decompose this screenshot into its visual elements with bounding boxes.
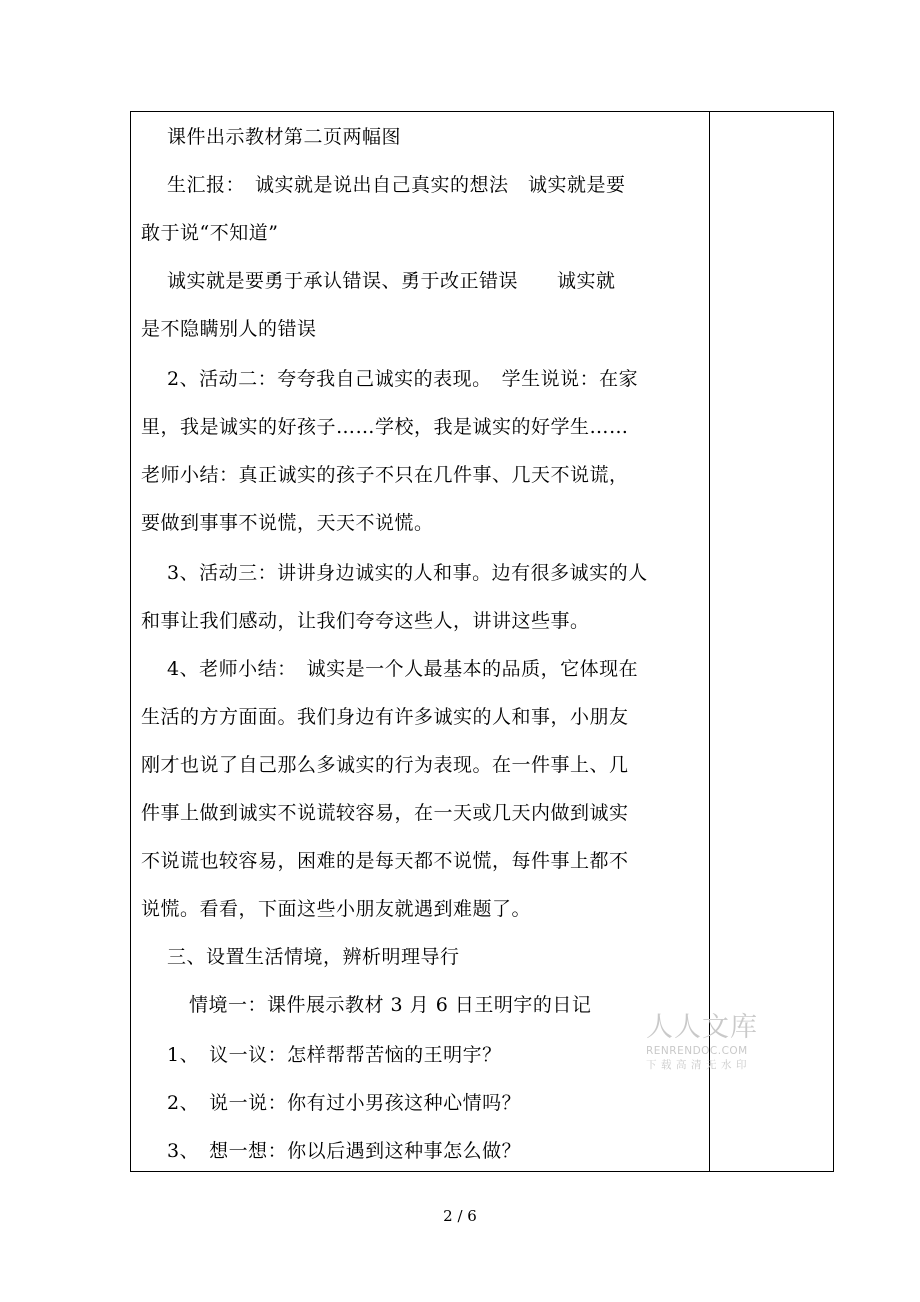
text-line: 生汇报： 诚实就是说出自己真实的想法 诚实就是要 [167, 174, 626, 196]
section-heading: 三、设置生活情境，辨析明理导行 [167, 946, 460, 968]
text-line: 情境一：课件展示教材 3 月 6 日王明宇的日记 [189, 994, 592, 1016]
text-line: 是不隐瞒别人的错误 [141, 318, 317, 340]
text-line: 老师小结：真正诚实的孩子不只在几件事、几天不说谎， [141, 464, 629, 486]
text-line: 课件出示教材第二页两幅图 [167, 126, 402, 148]
watermark [646, 1012, 776, 1072]
text-line: 生活的方方面面。我们身边有许多诚实的人和事，小朋友 [141, 706, 629, 728]
watermark-url: RENRENDOC.COM [646, 1045, 748, 1057]
watermark-logo-text: 人人文库 [646, 1012, 758, 1043]
text-line: 3、活动三：讲讲身边诚实的人和事。边有很多诚实的人 [167, 562, 648, 584]
list-item: 3、 想一想：你以后遇到这种事怎么做？ [167, 1140, 522, 1162]
text-line: 说慌。看看，下面这些小朋友就遇到难题了。 [141, 898, 532, 920]
text-line: 4、老师小结： 诚实是一个人最基本的品质，它体现在 [167, 658, 639, 680]
text-line: 件事上做到诚实不说谎较容易，在一天或几天内做到诚实 [141, 802, 629, 824]
list-item: 2、 说一说：你有过小男孩这种心情吗？ [167, 1092, 522, 1114]
list-item: 1、 议一议：怎样帮帮苦恼的王明宇？ [167, 1044, 502, 1066]
text-line: 2、活动二：夸夸我自己诚实的表现。 学生说说：在家 [167, 368, 639, 390]
text-line: 刚才也说了自己那么多诚实的行为表现。在一件事上、几 [141, 754, 629, 776]
text-line: 不说谎也较容易，困难的是每天都不说慌，每件事上都不 [141, 850, 629, 872]
text-line: 敢于说“不知道” [141, 222, 279, 244]
text-line: 要做到事事不说慌，天天不说慌。 [141, 512, 434, 534]
text-line: 诚实就是要勇于承认错误、勇于改正错误 诚实就 [167, 270, 616, 292]
text-line: 里，我是诚实的好孩子……学校，我是诚实的好学生…… [141, 416, 629, 438]
watermark-slogan: 下载高清无水印 [646, 1059, 751, 1071]
text-line: 和事让我们感动，让我们夸夸这些人，讲讲这些事。 [141, 610, 590, 632]
page-number: 2 / 6 [443, 1207, 477, 1225]
